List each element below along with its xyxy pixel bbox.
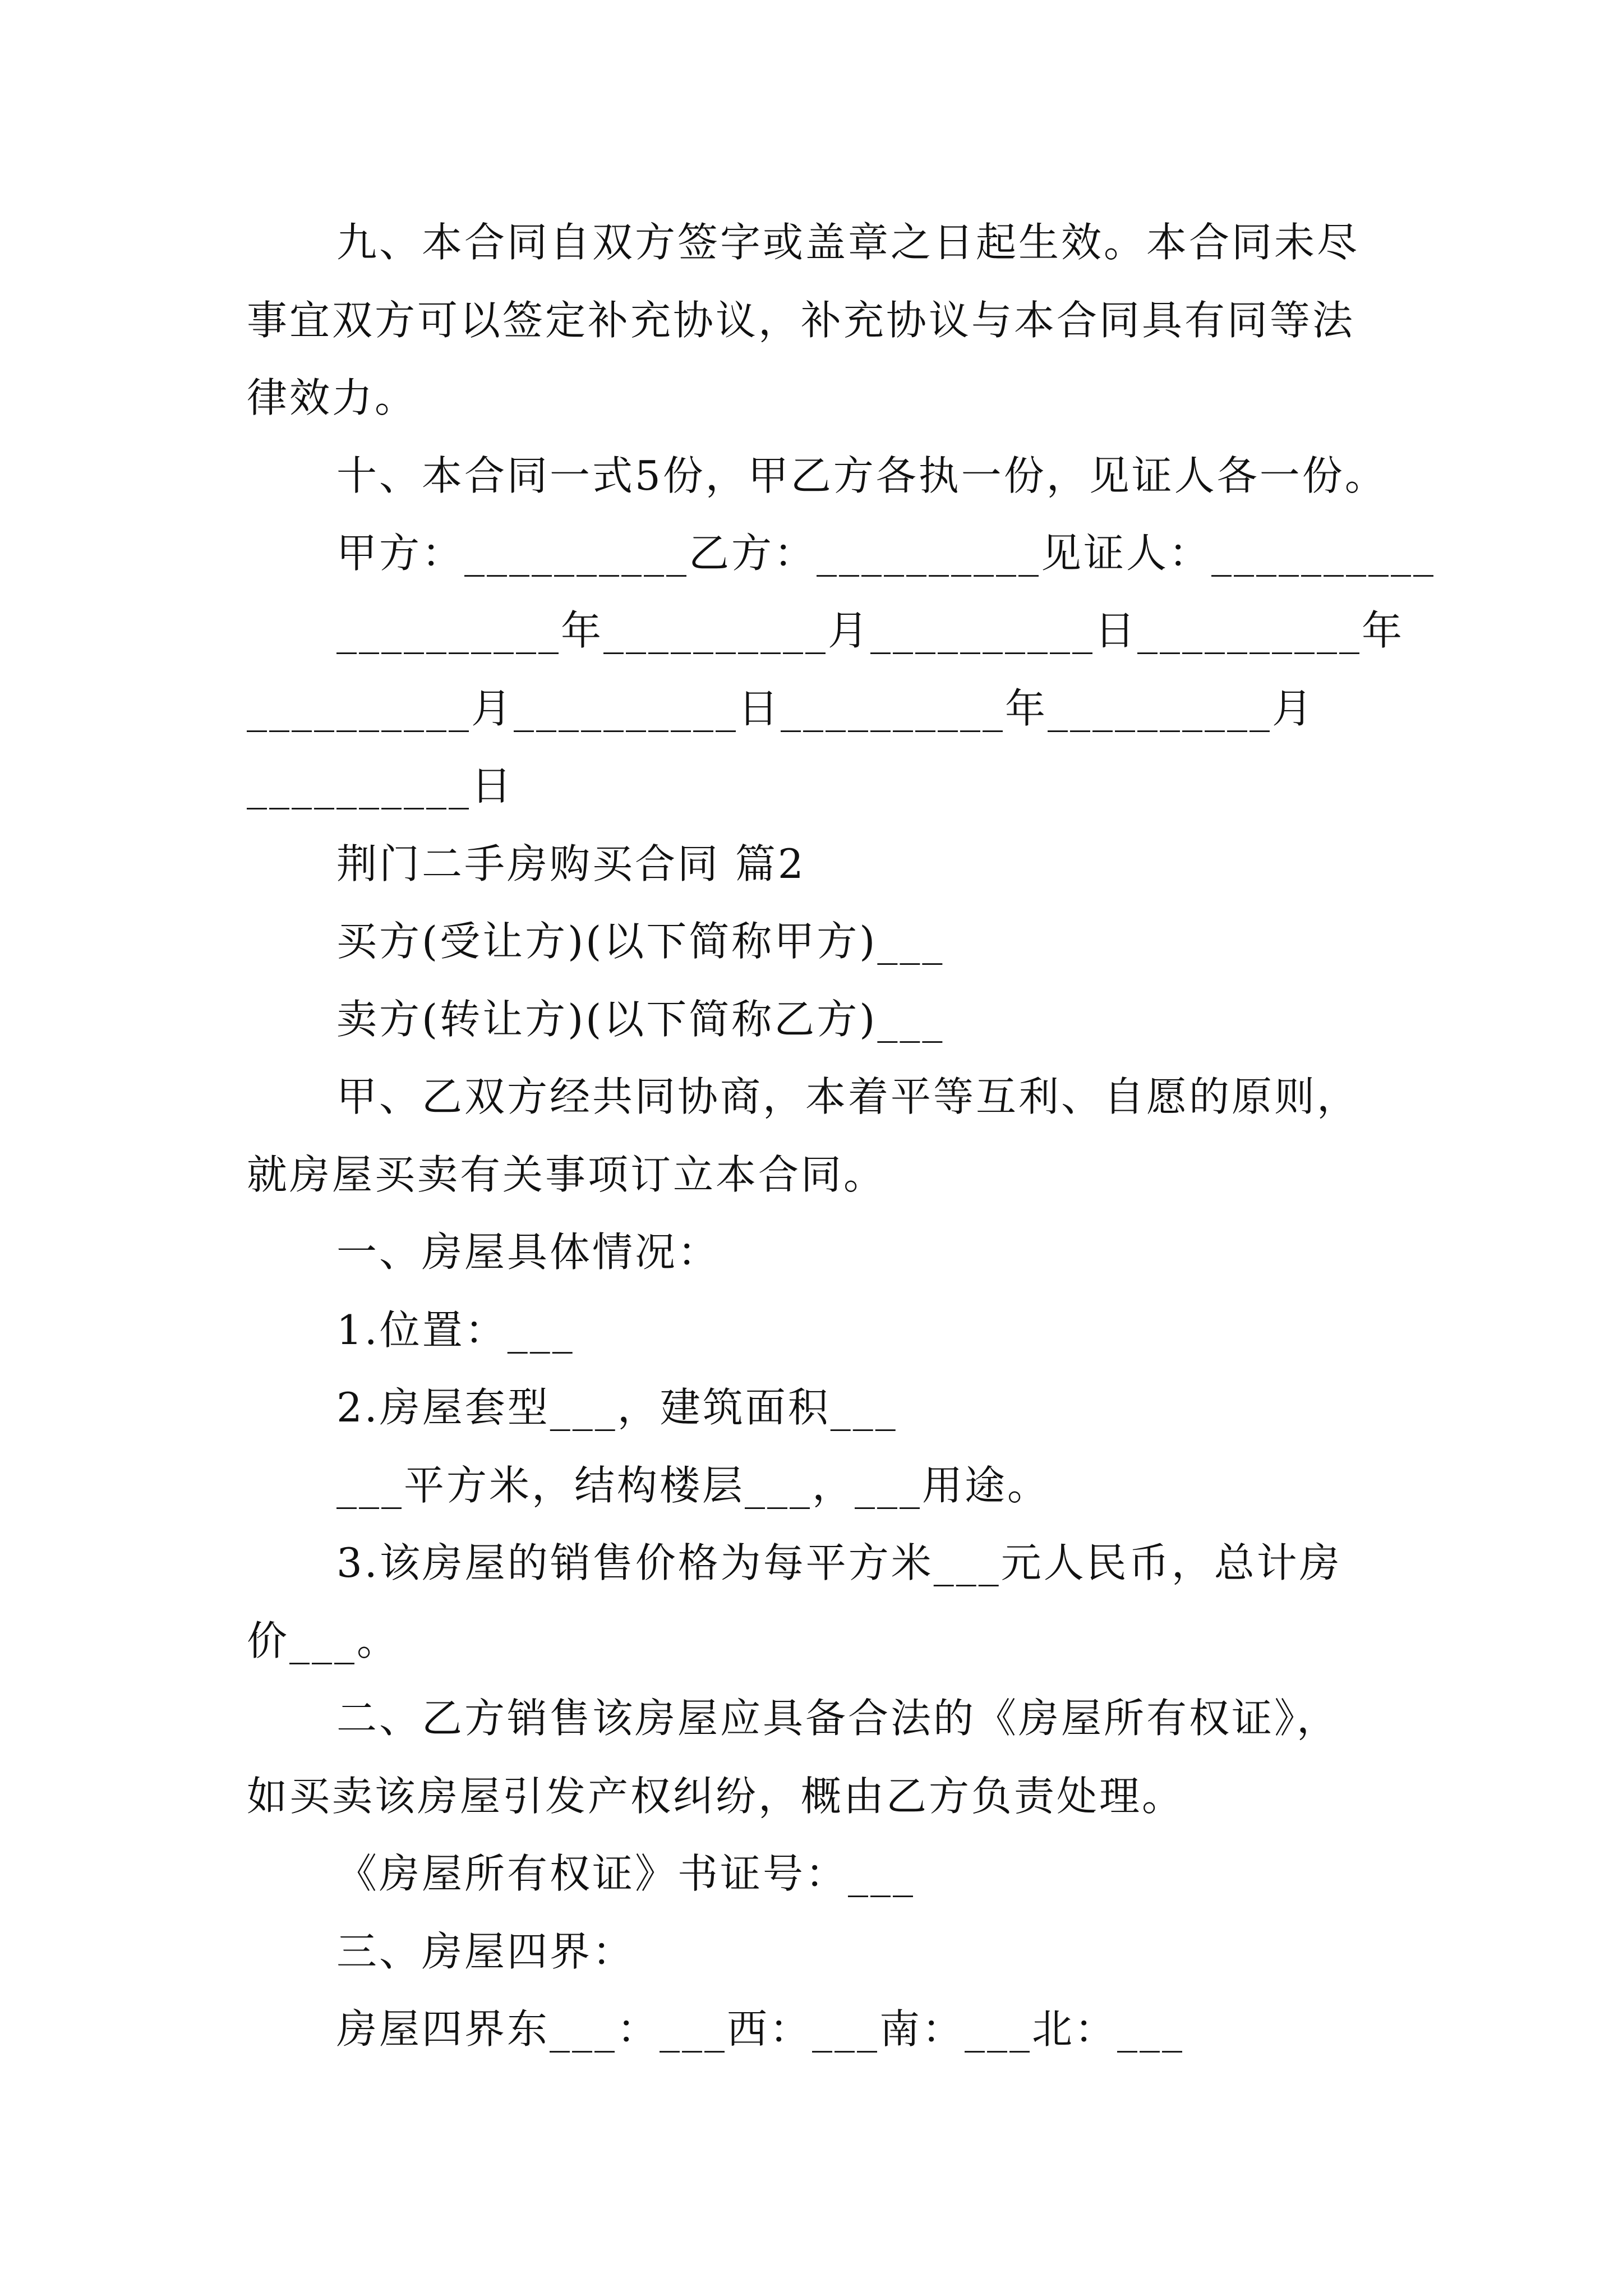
text-line: 2.房屋套型___，建筑面积___ <box>336 1384 898 1431</box>
text-line: 价___。 <box>247 1617 400 1664</box>
text-line: 3.该房屋的销售价格为每平方米___元人民币，总计房 <box>336 1539 1342 1586</box>
text-line: 买方(受让方)(以下简称甲方)___ <box>336 918 945 965</box>
text-line: 律效力。 <box>247 374 418 421</box>
text-line: 房屋四界东___：___西：___南：___北：___ <box>336 2005 1185 2053</box>
text-line: 甲、乙双方经共同协商，本着平等互利、自愿的原则， <box>336 1073 1360 1120</box>
text-line: 事宜双方可以签定补充协议，补充协议与本合同具有同等法 <box>247 297 1355 344</box>
text-line: __________年__________月__________日__________年 <box>336 607 1404 654</box>
text-line: ___平方米，结构楼层___，___用途。 <box>336 1462 1050 1509</box>
text-line: 九、本合同自双方签字或盖章之日起生效。本合同未尽 <box>336 219 1360 266</box>
text-line: __________日 <box>247 762 514 809</box>
text-line: 如买卖该房屋引发产权纠纷，概由乙方负责处理。 <box>247 1773 1185 1820</box>
text-line: 1.位置：___ <box>336 1306 575 1354</box>
text-line: 一、房屋具体情况： <box>336 1228 721 1276</box>
text-line: 甲方：__________乙方：__________见证人：__________ <box>336 530 1436 577</box>
text-line: 卖方(转让方)(以下简称乙方)___ <box>336 996 945 1043</box>
text-line: __________月__________日__________年__________月 <box>247 685 1315 732</box>
section-heading: 荆门二手房购买合同 篇2 <box>336 840 806 887</box>
text-line: 《房屋所有权证》书证号：___ <box>336 1850 916 1897</box>
text-line: 三、房屋四界： <box>336 1928 635 1975</box>
text-line: 就房屋买卖有关事项订立本合同。 <box>247 1151 887 1198</box>
text-line: 二、乙方销售该房屋应具备合法的《房屋所有权证》， <box>336 1695 1340 1742</box>
text-line: 十、本合同一式5份，甲乙方各执一份，见证人各一份。 <box>336 452 1387 499</box>
